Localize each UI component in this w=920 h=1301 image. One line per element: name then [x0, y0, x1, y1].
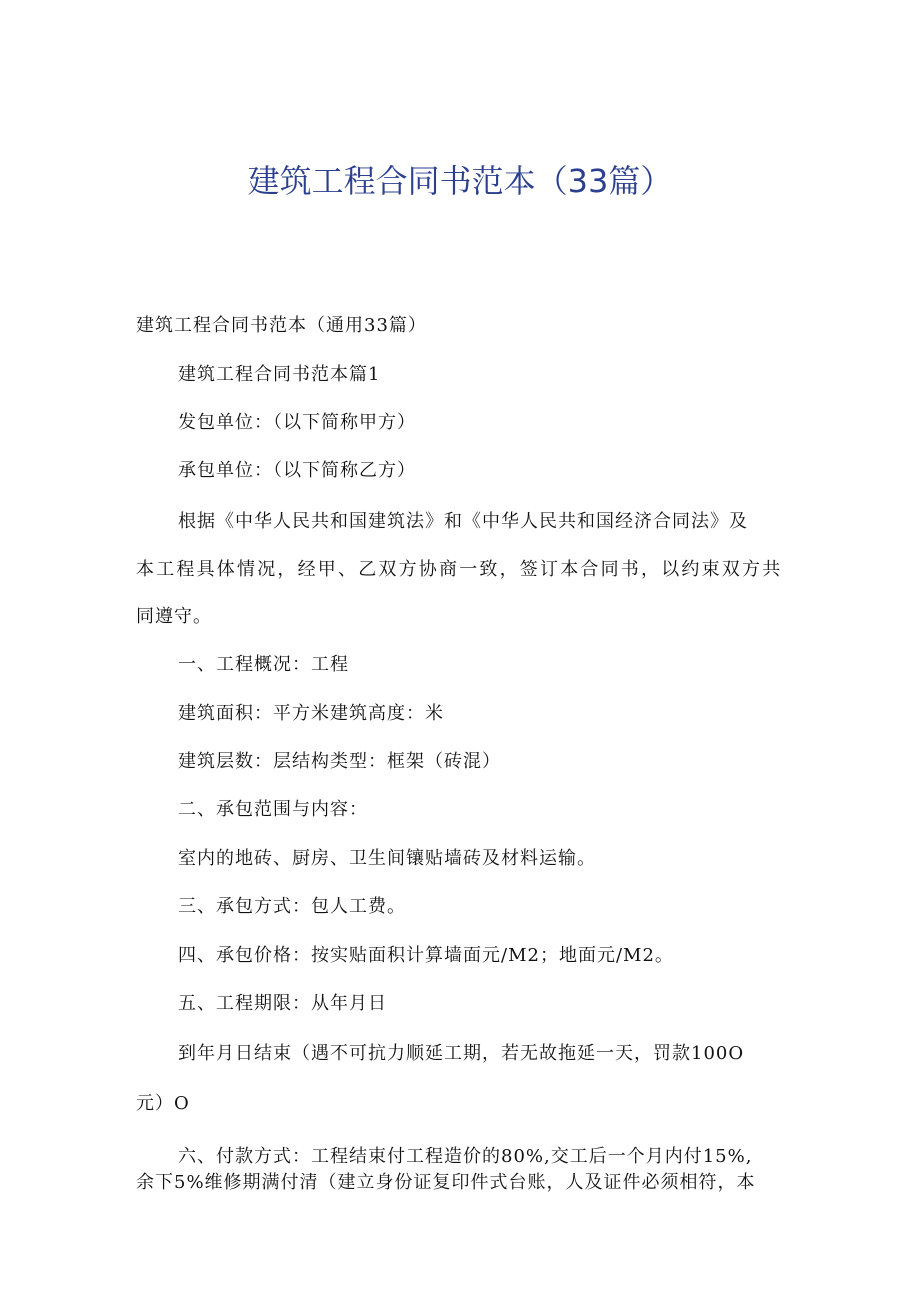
paragraph-line: 六、付款方式：工程结束付工程造价的80%,交工后一个月内付15%, [178, 1146, 753, 1167]
section-heading: 建筑工程合同书范本篇1 [178, 364, 381, 385]
paragraph-line: 根据《中华人民共和国建筑法》和《中华人民共和国经济合同法》及 [178, 511, 748, 532]
paragraph-line: 发包单位：（以下简称甲方） [178, 412, 416, 433]
paragraph-line: 五、工程期限：从年月日 [178, 993, 387, 1014]
paragraph-line: 元）O [136, 1093, 190, 1114]
paragraph-line: 二、承包范围与内容： [178, 799, 368, 820]
paragraph-line: 建筑面积：平方米建筑高度：米 [178, 703, 444, 724]
paragraph-line: 承包单位：（以下简称乙方） [178, 460, 416, 481]
paragraph-line: 同遵守。 [136, 606, 212, 627]
paragraph-line: 本工程具体情况，经甲、乙双方协商一致，签订本合同书，以约束双方共 [136, 559, 783, 580]
paragraph-line: 三、承包方式：包人工费。 [178, 896, 406, 917]
paragraph-line: 余下5%维修期满付清（建立身份证复印件式台账，人及证件必须相符，本 [136, 1172, 756, 1193]
paragraph-line: 一、工程概况：工程 [178, 654, 349, 675]
paragraph-line: 四、承包价格：按实贴面积计算墙面元/M2；地面元/M2。 [178, 945, 674, 966]
document-title: 建筑工程合同书范本（33篇） [247, 162, 673, 200]
paragraph-line: 室内的地砖、厨房、卫生间镶贴墙砖及材料运输。 [178, 848, 596, 869]
paragraph-line: 建筑层数：层结构类型：框架（砖混） [178, 751, 501, 772]
subtitle-line: 建筑工程合同书范本（通用33篇） [136, 315, 427, 336]
paragraph-line: 到年月日结束（遇不可抗力顺延工期，若无故拖延一天，罚款100O [178, 1043, 745, 1064]
